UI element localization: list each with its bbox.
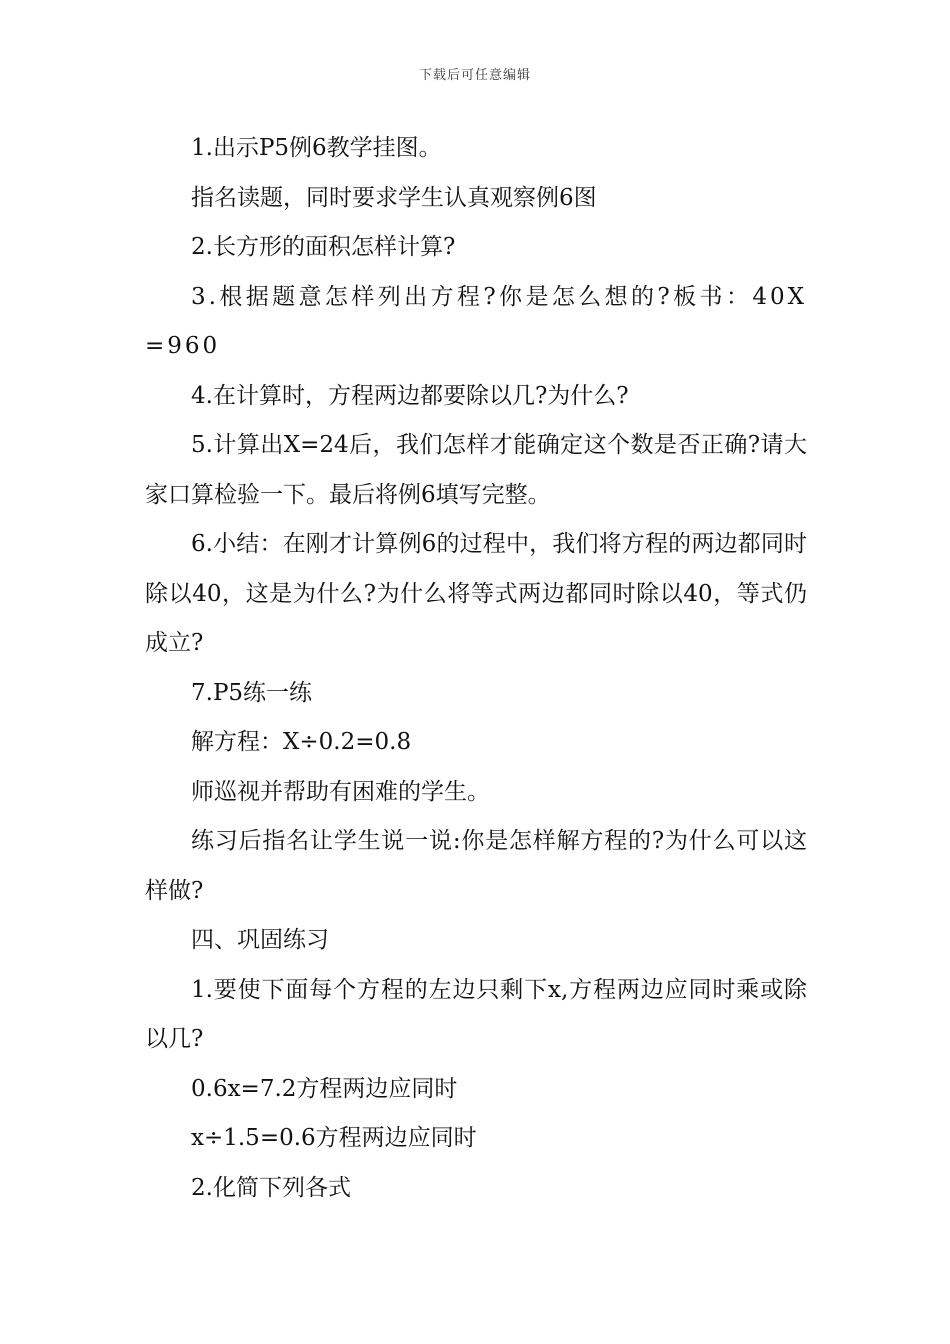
page-header: 下载后可任意编辑 <box>418 68 531 83</box>
paragraph-1: 1.出示P5例6教学挂图。 <box>191 135 442 161</box>
paragraph-6: 5.计算出X=24后，我们怎样才能确定这个数是否正确?请大家口算检验一下。最后将例6填写完整。 <box>145 432 807 508</box>
paragraph-7: 6.小结：在刚才计算例6的过程中，我们将方程的两边都同时除以40，这是为什么?为什么将等式两边都同时除以40，等式仍成立? <box>145 531 807 656</box>
paragraph-3: 2.长方形的面积怎样计算? <box>191 234 456 260</box>
paragraph-13: 1.要使下面每个方程的左边只剩下x,方程两边应同时乘或除以几? <box>145 976 807 1052</box>
paragraph-9: 解方程：X÷0.2=0.8 <box>191 729 412 755</box>
paragraph-2: 指名读题，同时要求学生认真观察例6图 <box>191 184 597 211</box>
document-body <box>145 124 807 1213</box>
paragraph-4: 3.根据题意怎样列出方程?你是怎么想的?板书：40X=960 <box>145 283 807 359</box>
paragraph-15: x÷1.5=0.6方程两边应同时 <box>191 1125 477 1151</box>
paragraph-14: 0.6x=7.2方程两边应同时 <box>191 1075 458 1102</box>
paragraph-11: 练习后指名让学生说一说:你是怎样解方程的?为什么可以这样做? <box>145 828 807 904</box>
paragraph-12: 四、巩固练习 <box>191 927 329 953</box>
paragraph-8: 7.P5练一练 <box>191 679 313 706</box>
paragraph-16: 2.化简下列各式 <box>191 1174 351 1201</box>
paragraph-10: 师巡视并帮助有困难的学生。 <box>191 778 490 805</box>
paragraph-5: 4.在计算时，方程两边都要除以几?为什么? <box>191 382 629 409</box>
